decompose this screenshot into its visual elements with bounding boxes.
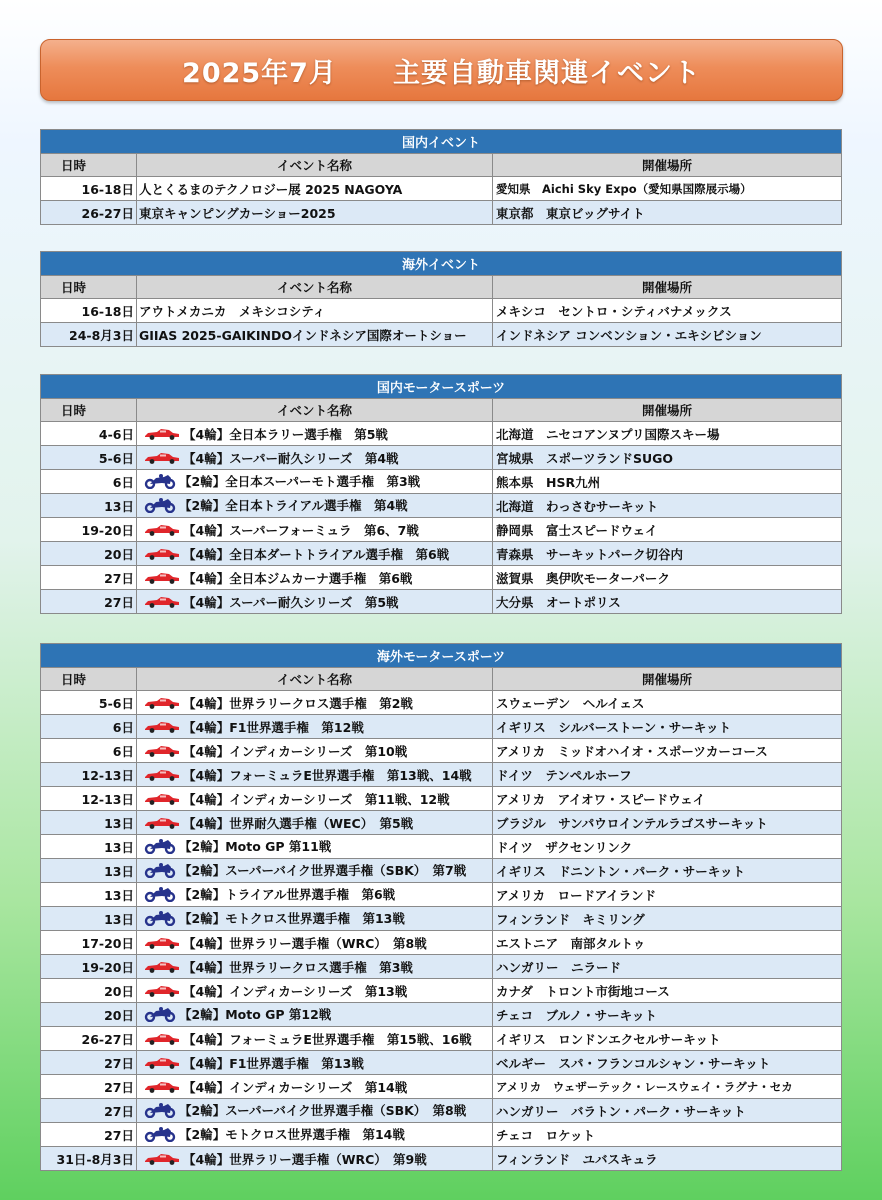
table-row — [41, 883, 842, 907]
event-name-cell — [137, 1051, 493, 1075]
column-header-venue: 開催場所 — [493, 399, 842, 422]
table-row — [41, 177, 842, 201]
event-venue: 熊本県 HSR九州 — [493, 470, 842, 494]
column-header-date: 日時 — [41, 154, 137, 177]
motorcycle-icon — [143, 1102, 177, 1121]
event-venue: 愛知県 Aichi Sky Expo（愛知県国際展示場） — [493, 177, 842, 201]
table-row — [41, 566, 842, 590]
event-name: 【2輪】モトクロス世界選手権 第13戦 — [179, 910, 405, 926]
column-header-venue: 開催場所 — [493, 276, 842, 299]
event-name: 【4輪】全日本ラリー選手権 第5戦 — [183, 426, 388, 442]
car-icon — [143, 548, 181, 563]
event-date: 6日 — [41, 470, 137, 494]
event-name-cell — [137, 787, 493, 811]
event-venue: 北海道 ニセコアンヌプリ国際スキー場 — [493, 422, 842, 446]
table-row — [41, 811, 842, 835]
event-date: 17-20日 — [41, 931, 137, 955]
event-name-cell — [137, 1147, 493, 1171]
table-row — [41, 1051, 842, 1075]
column-header-name: イベント名称 — [137, 276, 493, 299]
event-date: 5-6日 — [41, 446, 137, 470]
car-icon — [143, 524, 181, 539]
event-venue: アメリカ ミッドオハイオ・スポーツカーコース — [493, 739, 842, 763]
event-name-cell — [137, 323, 493, 347]
event-name: 人とくるまのテクノロジー展 2025 NAGOYA — [139, 181, 403, 197]
event-venue: 宮城県 スポーツランドSUGO — [493, 446, 842, 470]
table-row — [41, 787, 842, 811]
event-venue: ドイツ テンペルホーフ — [493, 763, 842, 787]
event-name: 【4輪】インディカーシリーズ 第11戦、12戦 — [183, 791, 450, 807]
event-date: 20日 — [41, 979, 137, 1003]
table-row — [41, 715, 842, 739]
event-name: 【4輪】インディカーシリーズ 第13戦 — [183, 983, 408, 999]
table-row — [41, 422, 842, 446]
motorcycle-icon — [143, 862, 177, 881]
table-row — [41, 542, 842, 566]
event-date: 16-18日 — [41, 299, 137, 323]
event-name-cell — [137, 1099, 493, 1123]
event-name-cell — [137, 763, 493, 787]
car-icon — [143, 937, 181, 952]
car-icon — [143, 769, 181, 784]
event-name-cell — [137, 835, 493, 859]
event-name-cell — [137, 1027, 493, 1051]
event-date: 27日 — [41, 1123, 137, 1147]
table-row — [41, 1075, 842, 1099]
car-icon — [143, 1153, 181, 1168]
event-venue: フィンランド ユバスキュラ — [493, 1147, 842, 1171]
section-title: 国内イベント — [41, 130, 842, 154]
event-date: 5-6日 — [41, 691, 137, 715]
section-title: 海外モータースポーツ — [41, 644, 842, 668]
event-name-cell — [137, 931, 493, 955]
event-venue: ドイツ ザクセンリンク — [493, 835, 842, 859]
event-name-cell — [137, 470, 493, 494]
event-date: 27日 — [41, 1099, 137, 1123]
event-venue: 大分県 オートポリス — [493, 590, 842, 614]
car-icon — [143, 428, 181, 443]
car-icon — [143, 596, 181, 611]
motorcycle-icon — [143, 473, 177, 492]
section-title: 国内モータースポーツ — [41, 375, 842, 399]
event-date: 27日 — [41, 1075, 137, 1099]
car-icon — [143, 985, 181, 1000]
event-name: 【4輪】フォーミュラE世界選手権 第13戦、14戦 — [183, 767, 472, 783]
table-row — [41, 1099, 842, 1123]
table-row — [41, 201, 842, 225]
table-row — [41, 691, 842, 715]
car-icon — [143, 572, 181, 587]
events-table — [40, 374, 842, 614]
event-name: 【2輪】トライアル世界選手権 第6戦 — [179, 886, 396, 902]
event-venue: イギリス ロンドンエクセルサーキット — [493, 1027, 842, 1051]
event-venue: スウェーデン ヘルイェス — [493, 691, 842, 715]
event-venue: カナダ トロント市街地コース — [493, 979, 842, 1003]
car-icon — [143, 1033, 181, 1048]
event-venue: インドネシア コンベンション・エキシビション — [493, 323, 842, 347]
event-name-cell — [137, 979, 493, 1003]
event-date: 16-18日 — [41, 177, 137, 201]
event-venue: ハンガリー ニラード — [493, 955, 842, 979]
event-date: 19-20日 — [41, 518, 137, 542]
event-venue: メキシコ セントロ・シティバナメックス — [493, 299, 842, 323]
table-row — [41, 1147, 842, 1171]
event-name-cell — [137, 1003, 493, 1027]
event-date: 26-27日 — [41, 201, 137, 225]
car-icon — [143, 793, 181, 808]
event-name-cell — [137, 422, 493, 446]
table-row — [41, 979, 842, 1003]
event-date: 27日 — [41, 1051, 137, 1075]
column-header-date: 日時 — [41, 668, 137, 691]
motorcycle-icon — [143, 497, 177, 516]
table-row — [41, 1003, 842, 1027]
event-name: 【4輪】F1世界選手権 第12戦 — [183, 719, 364, 735]
section-overseas-motorsports — [40, 643, 841, 1171]
table-row — [41, 955, 842, 979]
table-row — [41, 859, 842, 883]
event-name-cell — [137, 1123, 493, 1147]
car-icon — [143, 697, 181, 712]
column-header-name: イベント名称 — [137, 154, 493, 177]
event-venue: 東京都 東京ビッグサイト — [493, 201, 842, 225]
table-row — [41, 323, 842, 347]
event-venue: ブラジル サンパウロインテルラゴスサーキット — [493, 811, 842, 835]
event-name: 【2輪】スーパーバイク世界選手権（SBK） 第7戦 — [179, 862, 467, 878]
column-header-venue: 開催場所 — [493, 668, 842, 691]
table-row — [41, 931, 842, 955]
event-name-cell — [137, 494, 493, 518]
event-name: 【4輪】スーパー耐久シリーズ 第4戦 — [183, 450, 399, 466]
motorcycle-icon — [143, 1006, 177, 1025]
event-name-cell — [137, 590, 493, 614]
table-row — [41, 739, 842, 763]
event-venue: チェコ ブルノ・サーキット — [493, 1003, 842, 1027]
table-row — [41, 494, 842, 518]
table-row — [41, 446, 842, 470]
event-name-cell — [137, 1075, 493, 1099]
event-venue: 北海道 わっさむサーキット — [493, 494, 842, 518]
event-venue: アメリカ アイオワ・スピードウェイ — [493, 787, 842, 811]
event-name-cell — [137, 955, 493, 979]
event-name: 【4輪】世界ラリー選手権（WRC） 第8戦 — [183, 935, 427, 951]
event-name-cell — [137, 201, 493, 225]
column-header-date: 日時 — [41, 399, 137, 422]
event-name: 【4輪】フォーミュラE世界選手権 第15戦、16戦 — [183, 1031, 472, 1047]
event-venue: イギリス ドニントン・パーク・サーキット — [493, 859, 842, 883]
event-date: 27日 — [41, 566, 137, 590]
event-venue: 静岡県 富士スピードウェイ — [493, 518, 842, 542]
event-name: 【2輪】Moto GP 第11戦 — [179, 838, 332, 854]
section-domestic-events — [40, 129, 841, 225]
page-title-banner — [40, 39, 843, 101]
event-name: 【2輪】Moto GP 第12戦 — [179, 1006, 332, 1022]
event-venue: イギリス シルバーストーン・サーキット — [493, 715, 842, 739]
event-name-cell — [137, 299, 493, 323]
table-row — [41, 763, 842, 787]
event-venue: アメリカ ウェザーテック・レースウェイ・ラグナ・セカ — [493, 1075, 842, 1099]
event-venue: 滋賀県 奥伊吹モーターパーク — [493, 566, 842, 590]
event-date: 13日 — [41, 907, 137, 931]
event-venue: 青森県 サーキットパーク切谷内 — [493, 542, 842, 566]
event-name-cell — [137, 446, 493, 470]
table-row — [41, 1027, 842, 1051]
table-row — [41, 835, 842, 859]
event-name-cell — [137, 883, 493, 907]
event-date: 13日 — [41, 883, 137, 907]
event-name: 【4輪】全日本ダートトライアル選手権 第6戦 — [183, 546, 450, 562]
page-title: 2025年7月 主要自動車関連イベント — [182, 57, 701, 89]
event-name: 【4輪】世界ラリークロス選手権 第2戦 — [183, 695, 413, 711]
column-header-name: イベント名称 — [137, 399, 493, 422]
events-table — [40, 129, 842, 225]
column-header-venue: 開催場所 — [493, 154, 842, 177]
event-name-cell — [137, 691, 493, 715]
table-row — [41, 518, 842, 542]
motorcycle-icon — [143, 1126, 177, 1145]
event-name: 【4輪】全日本ジムカーナ選手権 第6戦 — [183, 570, 413, 586]
event-name-cell — [137, 542, 493, 566]
event-date: 6日 — [41, 739, 137, 763]
event-name-cell — [137, 518, 493, 542]
event-date: 26-27日 — [41, 1027, 137, 1051]
event-name: 【4輪】インディカーシリーズ 第14戦 — [183, 1079, 408, 1095]
event-venue: エストニア 南部タルトゥ — [493, 931, 842, 955]
event-name: アウトメカニカ メキシコシティ — [139, 303, 326, 319]
event-name: 【4輪】F1世界選手権 第13戦 — [183, 1055, 364, 1071]
table-row — [41, 907, 842, 931]
section-title: 海外イベント — [41, 252, 842, 276]
event-venue: フィンランド キミリング — [493, 907, 842, 931]
event-name-cell — [137, 859, 493, 883]
table-row — [41, 590, 842, 614]
event-date: 31日-8月3日 — [41, 1147, 137, 1171]
event-date: 13日 — [41, 494, 137, 518]
event-date: 20日 — [41, 542, 137, 566]
event-date: 20日 — [41, 1003, 137, 1027]
event-name: 東京キャンピングカーショー2025 — [139, 205, 336, 221]
car-icon — [143, 817, 181, 832]
event-name-cell — [137, 177, 493, 201]
event-venue: チェコ ロケット — [493, 1123, 842, 1147]
event-name-cell — [137, 907, 493, 931]
event-name: 【4輪】インディカーシリーズ 第10戦 — [183, 743, 408, 759]
event-name-cell — [137, 566, 493, 590]
column-header-name: イベント名称 — [137, 668, 493, 691]
table-row — [41, 1123, 842, 1147]
event-date: 12-13日 — [41, 787, 137, 811]
event-venue: アメリカ ロードアイランド — [493, 883, 842, 907]
event-venue: ベルギー スパ・フランコルシャン・サーキット — [493, 1051, 842, 1075]
event-date: 4-6日 — [41, 422, 137, 446]
section-domestic-motorsports — [40, 374, 841, 614]
column-header-date: 日時 — [41, 276, 137, 299]
event-name-cell — [137, 715, 493, 739]
event-date: 27日 — [41, 590, 137, 614]
event-date: 13日 — [41, 835, 137, 859]
event-venue: ハンガリー バラトン・パーク・サーキット — [493, 1099, 842, 1123]
section-overseas-events — [40, 251, 841, 347]
event-name: 【2輪】全日本スーパーモト選手権 第3戦 — [179, 473, 421, 489]
car-icon — [143, 1081, 181, 1096]
car-icon — [143, 961, 181, 976]
event-date: 13日 — [41, 811, 137, 835]
event-name-cell — [137, 739, 493, 763]
car-icon — [143, 452, 181, 467]
table-row — [41, 470, 842, 494]
table-row — [41, 299, 842, 323]
event-name: 【4輪】スーパーフォーミュラ 第6、7戦 — [183, 522, 419, 538]
motorcycle-icon — [143, 910, 177, 929]
car-icon — [143, 1057, 181, 1072]
event-name-cell — [137, 811, 493, 835]
motorcycle-icon — [143, 838, 177, 857]
event-date: 12-13日 — [41, 763, 137, 787]
event-name: GIIAS 2025-GAIKINDOインドネシア国際オートショー — [139, 327, 467, 343]
motorcycle-icon — [143, 886, 177, 905]
event-date: 24-8月3日 — [41, 323, 137, 347]
events-table — [40, 251, 842, 347]
event-date: 13日 — [41, 859, 137, 883]
event-name: 【4輪】スーパー耐久シリーズ 第5戦 — [183, 594, 399, 610]
event-date: 19-20日 — [41, 955, 137, 979]
event-date: 6日 — [41, 715, 137, 739]
event-name: 【4輪】世界耐久選手権（WEC） 第5戦 — [183, 815, 414, 831]
events-table — [40, 643, 842, 1171]
event-name: 【2輪】全日本トライアル選手権 第4戦 — [179, 497, 408, 513]
event-name: 【2輪】スーパーバイク世界選手権（SBK） 第8戦 — [179, 1102, 467, 1118]
event-name: 【4輪】世界ラリークロス選手権 第3戦 — [183, 959, 413, 975]
event-name: 【4輪】世界ラリー選手権（WRC） 第9戦 — [183, 1151, 427, 1167]
event-name: 【2輪】モトクロス世界選手権 第14戦 — [179, 1126, 405, 1142]
car-icon — [143, 745, 181, 760]
car-icon — [143, 721, 181, 736]
